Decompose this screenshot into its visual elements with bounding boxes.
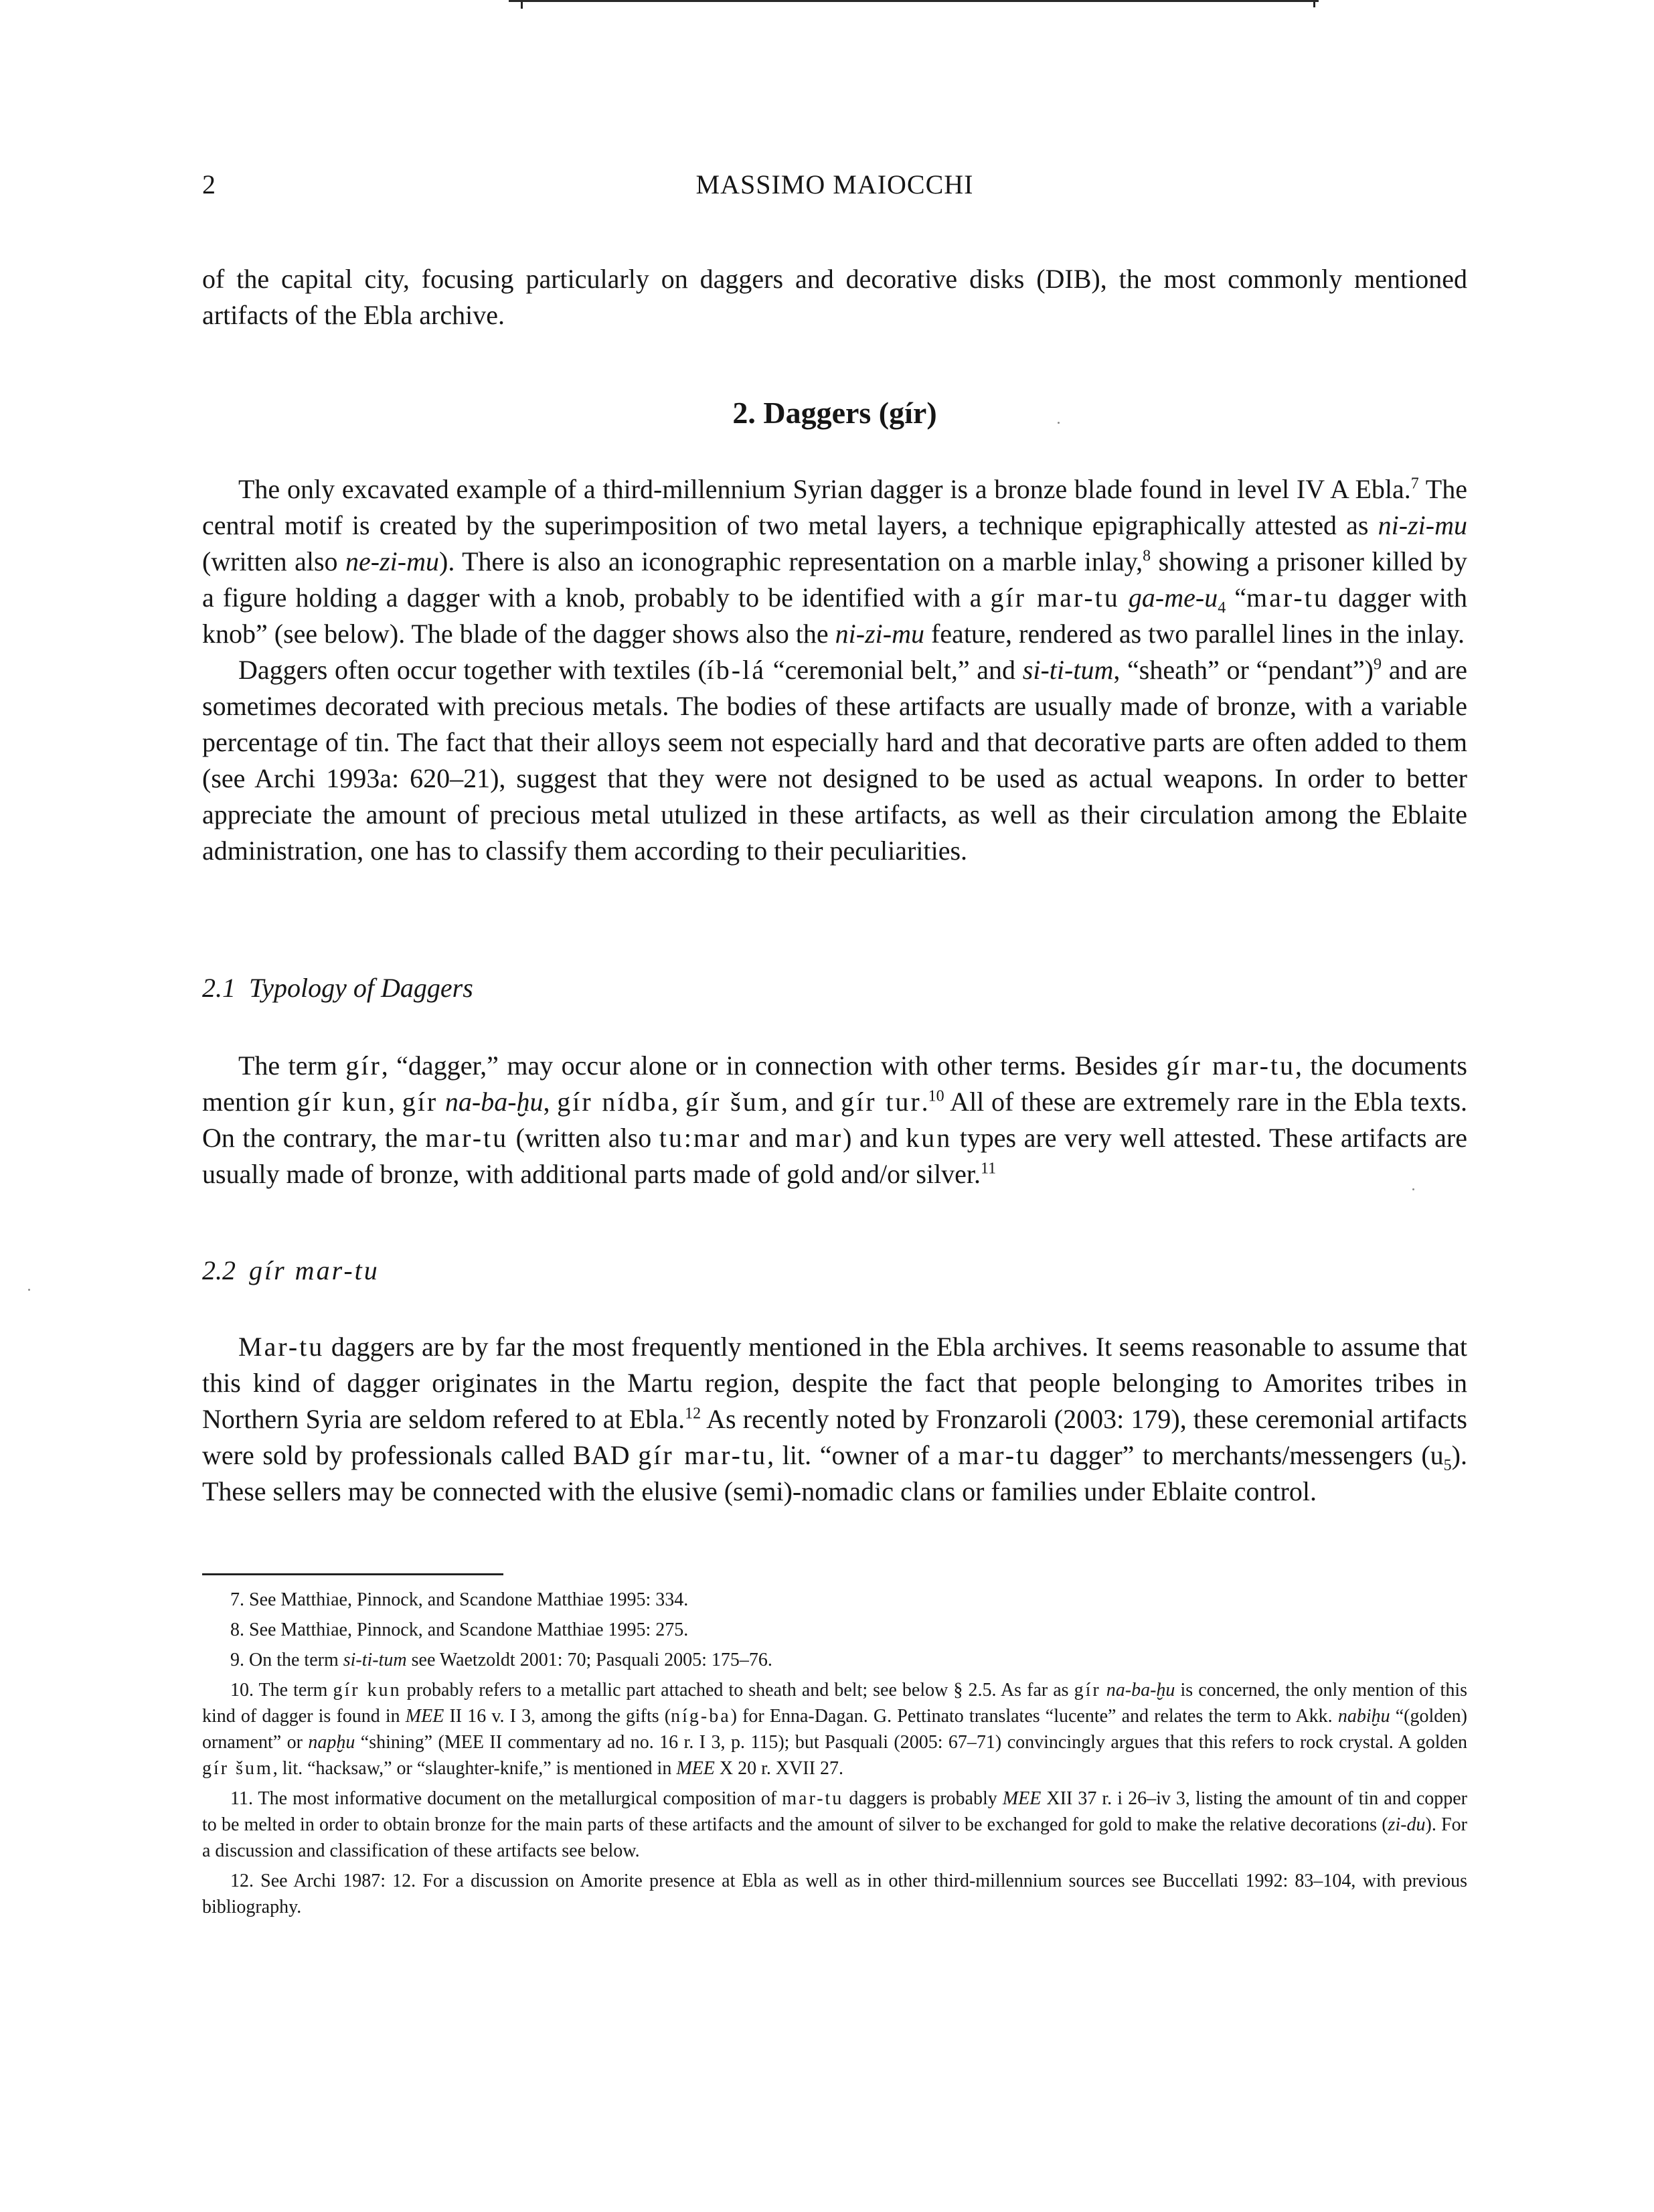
subsection-2-2-body [202, 1329, 1467, 1510]
footnote-ref-10[interactable]: 10 [928, 1087, 944, 1105]
scan-speck [28, 1289, 30, 1291]
footnote-ref-8[interactable]: 8 [1143, 547, 1151, 565]
subsection-2-1-body [202, 1048, 1467, 1192]
footnote-divider [202, 1573, 503, 1575]
paragraph-2: Daggers often occur together with textiles (íb-lá “ceremonial belt,” and si-ti-tum, “sheath” or “pendant”)$^9$ and are sometimes decorated with precious metals. The bodies of these artifacts are usually made of bronze, with a variable percentage of tin. The fact that their alloys seem not especially hard and that decorative parts are often added to them (see Archi 1993a: 620–21), suggest that they were not designed to be used as actual weapons. In order to better appreciate the amount of precious metal utulized in these artifacts, as well as their circulation among the Eblaite administration, one has to classify them according to their peculiarities. [202, 655, 1467, 866]
footnote-7: 7. See Matthiae, Pinnock, and Scandone Matthiae 1995: 334. [230, 1589, 689, 1610]
footnote-9: 9. On the term si-ti-tum see Waetzoldt 2001: 70; Pasquali 2005: 175–76. [230, 1650, 772, 1670]
footnote-8: 8. See Matthiae, Pinnock, and Scandone Matthiae 1995: 275. [230, 1620, 689, 1640]
subsection-heading-2-2: 2.2 gír mar-tu [202, 1255, 380, 1285]
footnote-ref-11[interactable]: 11 [981, 1160, 997, 1178]
footnote-ref-9[interactable]: 9 [1373, 655, 1382, 674]
intro-paragraph [202, 261, 1467, 333]
footnote-10: 10. The term gír kun probably refers to a metallic part attached to sheath and belt; see below § 2.5. As far as gír na-ba-ḫu is concerned, the only mention of this kind of dagger is found in MEE II 16 v. I 3, among the gifts (níg-ba) for Enna-Dagan. G. Pettinato translates “lucente” and relates the term to Akk. nabiḫu “(golden) ornament” or napḫu “shining” (MEE II commentary ad no. 16 r. I 3, p. 115); but Pasquali (2005: 67–71) convincingly argues that this refers to rock crystal. A golden gír šum, lit. “hacksaw,” or “slaughter-knife,” is mentioned in MEE X 20 r. XVII 27. [202, 1680, 1468, 1779]
footnotes [202, 1587, 1467, 1924]
running-title: MASSIMO MAIOCCHI [695, 169, 974, 200]
scan-mark [521, 2, 523, 9]
running-head [202, 169, 1467, 209]
page-number: 2 [202, 169, 216, 200]
paragraph-4: Mar-tu daggers are by far the most frequently mentioned in the Ebla archives. It seems reasonable to assume that this kind of dagger originates in the Martu region, despite the fact that people belonging to Amorites tribes in Northern Syria are seldom refered to at Ebla.$^{12}$ As recently noted by Fronzaroli (2003: 179), these ceremonial artifacts were sold by professionals called BAD gír mar-tu, lit. “owner of a mar-tu dagger” to merchants/messengers $(u_5)$. These sellers may be connected with the elusive (semi)-nomadic clans or families under Eblaite control. [202, 1332, 1467, 1506]
footnote-12: 12. See Archi 1987: 12. For a discussion on Amorite presence at Ebla as well as in other third-millennium sources see Buccellati 1992: 83–104, with previous bibliography. [202, 1871, 1467, 1917]
section-2-body [202, 471, 1467, 869]
footnote-ref-12[interactable]: 12 [685, 1405, 701, 1423]
footnote-11: 11. The most informative document on the metallurgical composition of mar-tu daggers is probably MEE XII 37 r. i 26–iv 3, listing the amount of tin and copper to be melted in order to obtain bronze for the main parts of these artifacts and the amount of silver to be exchanged for gold to make the relative decorations (zi-du). For a discussion and classification of these artifacts see below. [202, 1788, 1468, 1861]
paragraph-3: The term gír, “dagger,” may occur alone or in connection with other terms. Besides gír mar-tu, the documents mention gír kun, gír na-ba-ḫu, gír nídba, gír šum, and gír tur.$^{10}$ All of these are extremely rare in the Ebla texts. On the contrary, the mar-tu (written also tu:mar and mar) and kun types are very well attested. These artifacts are usually made of bronze, with additional parts made of gold and/or silver.$^{11}$ [202, 1050, 1468, 1189]
paragraph-1: The only excavated example of a third-millennium Syrian dagger is a bronze blade found in level IV A Ebla.$^7$ The central motif is created by the superimposition of two metal layers, a technique epigraphically attested as ni-zi-mu (written also ne-zi-mu). There is also an iconographic representation on a marble inlay,$^8$ showing a prisoner killed by a figure holding a dagger with a knob, probably to be identified with a gír mar-tu $ga-me-u_4$ “mar-tu dagger with knob” (see below). The blade of the dagger shows also the ni-zi-mu feature, rendered as two parallel lines in the inlay. [202, 474, 1468, 649]
section-heading: 2. Daggers (gír) [732, 396, 937, 430]
intro-text: of the capital city, focusing particularly on daggers and decorative disks (DIB), the most commonly mentioned artifacts of the Ebla archive. [202, 264, 1467, 330]
footnote-ref-7[interactable]: 7 [1410, 475, 1419, 493]
scan-mark [1313, 2, 1315, 7]
subsection-heading-2-1: 2.1 Typology of Daggers [202, 973, 473, 1003]
scan-edge-line [509, 0, 1319, 2]
